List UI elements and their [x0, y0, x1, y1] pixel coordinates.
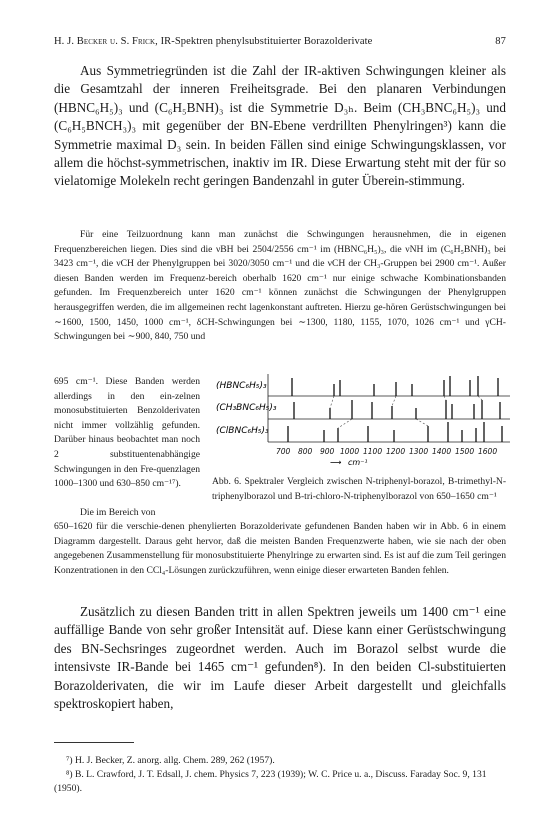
- paragraph-ring-vibration: Zusätzlich zu diesen Banden tritt in allen Spektren jeweils um 1400 cm⁻¹ eine auffällige Bande von sehr großer Intensität auf. Diese kann einer Gerüstschwingung des BN-Sechsringes zugeordnet werden. Auch im Borazol selbst wurde die intensivste IR-Bande bei 1465 cm⁻¹ gefunden⁸). In den beiden Cl-substituierten Borazolderivaten, die wir im Laufe dieser Arbeit dargestellt und gleichfalls spektroskopiert haben,: [54, 604, 506, 712]
- footnote-rule: [54, 742, 134, 743]
- row-label-3: (ClBNC₆H₅)₃: [216, 426, 269, 436]
- tick-1000: 1000: [340, 447, 360, 456]
- figure-caption: [212, 475, 506, 504]
- axis-unit-arrow: ⟶: [330, 458, 342, 467]
- footnotes: [54, 754, 506, 796]
- running-header: [54, 36, 506, 47]
- tick-1400: 1400: [432, 447, 452, 456]
- paragraph-assignment-continued: 650–1620 für die verschie-denen phenylierten Borazolderivate gefundenen Banden haben wir in Abb. 6 in einem Diagramm dargestellt. Daraus geht hervor, daß die meisten Banden Frequenzwerte haben, wie sie nach der oben angegebenen Zusammenstellung für monosubstituierte Phenylringe zu erwarten sind. Es ist auf die zum Teil geringen Konzentrationen in den CCl₄-Lösungen zurückzuführen, wenn einige dieser erwarteten Banden fehlen.: [54, 521, 506, 576]
- correlation-dashes: [330, 396, 482, 428]
- paragraph-symmetry: Aus Symmetriegründen ist die Zahl der IR-aktiven Schwingungen kleiner als die Gesamtzahl der inneren Freiheitsgrade. Bei den planaren Verbindungen (HBNC₆H₅)₃ und (C₆H₅BNH)₃ ist die Symmetrie D₃ₕ. Beim (CH₃BNC₆H₅)₃ und (C₆H₅BNCH₃)₃ mit gegenüber der BN-Ebene verdrillten Phenylringen³) kann die Symmetrie maximal D₃ sein. In beiden Fällen sind einige Schwingungsklassen, vor allem die höchst-symmetrischen, inaktiv im IR. Diese Erwartung steht mit der für so vielatomige Molekeln recht geringen Bandenzahl in guter Überein-stimmung.: [54, 63, 506, 189]
- row-label-2: (CH₃BNC₆H₅)₃: [216, 403, 277, 413]
- caption-label: Abb. 6.: [212, 476, 242, 487]
- axis-tick-labels: [276, 447, 497, 456]
- header-title: IR-Spektren phenylsubstituierter Borazolderivate: [160, 36, 373, 47]
- axis-unit: cm⁻¹: [348, 458, 368, 467]
- paragraph-side: 695 cm⁻¹. Diese Banden werden allerdings in den ein-zelnen monosubstituierten Benzolderivaten nicht immer vollzählig gefunden. Darüber hinaus beobachtet man noch 2 substituentenabhängige Schwingungen in den Fre-quenzlagen 1000–1300 und 630–850 cm⁻¹⁷).: [54, 376, 200, 490]
- paragraph-assignment: Für eine Teilzuordnung kann man zunächst die Schwingungen herausnehmen, die in eigenen Frequenzbereichen liegen. Dies sind die νBH bei 2504/2556 cm⁻¹ im (HBNC₆H₅)₃, die νNH im (C₆H₅BNH)₃ bei 3423 cm⁻¹, die νCH der Phenylgruppen bei 3020/3050 cm⁻¹ und die νCH der CH₃-Gruppen bei 2900 cm⁻¹. Außer diesen Banden werden im Frequenz-bereich oberhalb 1620 cm⁻¹ nur einige schwache Kombinationsbanden gefunden. Im Frequenzbereich unter 1620 cm⁻¹ können zunächst die Schwingungen der Phenylgruppen herausgegriffen werden, die im allgemeinen recht lagenkonstant auftreten. Hierzu ge-hören Gerüstschwingungen bei ∼1600, 1500, 1450, 1000 cm⁻¹, δCH-Schwingungen bei ∼1300, 1180, 1155, 1070, 1026 cm⁻¹ und γCH-Schwingungen bei ∼900, 840, 750 und: [54, 229, 506, 343]
- header-authors: H. J. Becker u. S. Frick,: [54, 36, 158, 47]
- footnote-7: ⁷) H. J. Becker, Z. anorg. allg. Chem. 289, 262 (1957).: [66, 755, 275, 766]
- band-marks-row-2: [294, 400, 500, 419]
- tick-700: 700: [276, 447, 291, 456]
- footnote-8: ⁸) B. L. Crawford, J. T. Edsall, J. chem. Physics 7, 223 (1939); W. C. Price u. a., Discuss. Faraday Soc. 9, 131 (1950).: [54, 769, 487, 794]
- band-marks-row-1: [292, 376, 498, 396]
- tick-900: 900: [320, 447, 335, 456]
- row-label-1: (HBNC₆H₅)₃: [216, 381, 267, 391]
- tick-1100: 1100: [363, 447, 383, 456]
- paragraph-side-2: Die im Bereich von: [80, 507, 156, 518]
- tick-1300: 1300: [409, 447, 429, 456]
- figure-spectra-diagram: [212, 370, 512, 470]
- page-number: 87: [495, 36, 506, 47]
- tick-1500: 1500: [455, 447, 475, 456]
- caption-text: Spektraler Vergleich zwischen N-triphenyl-borazol, B-trimethyl-N-triphenylborazol und B-tri-chloro-N-triphenylborazol von 650–1650 cm⁻¹: [212, 476, 507, 502]
- tick-800: 800: [298, 447, 313, 456]
- tick-1200: 1200: [386, 447, 406, 456]
- band-marks-row-3: [288, 422, 502, 442]
- tick-1600: 1600: [478, 447, 498, 456]
